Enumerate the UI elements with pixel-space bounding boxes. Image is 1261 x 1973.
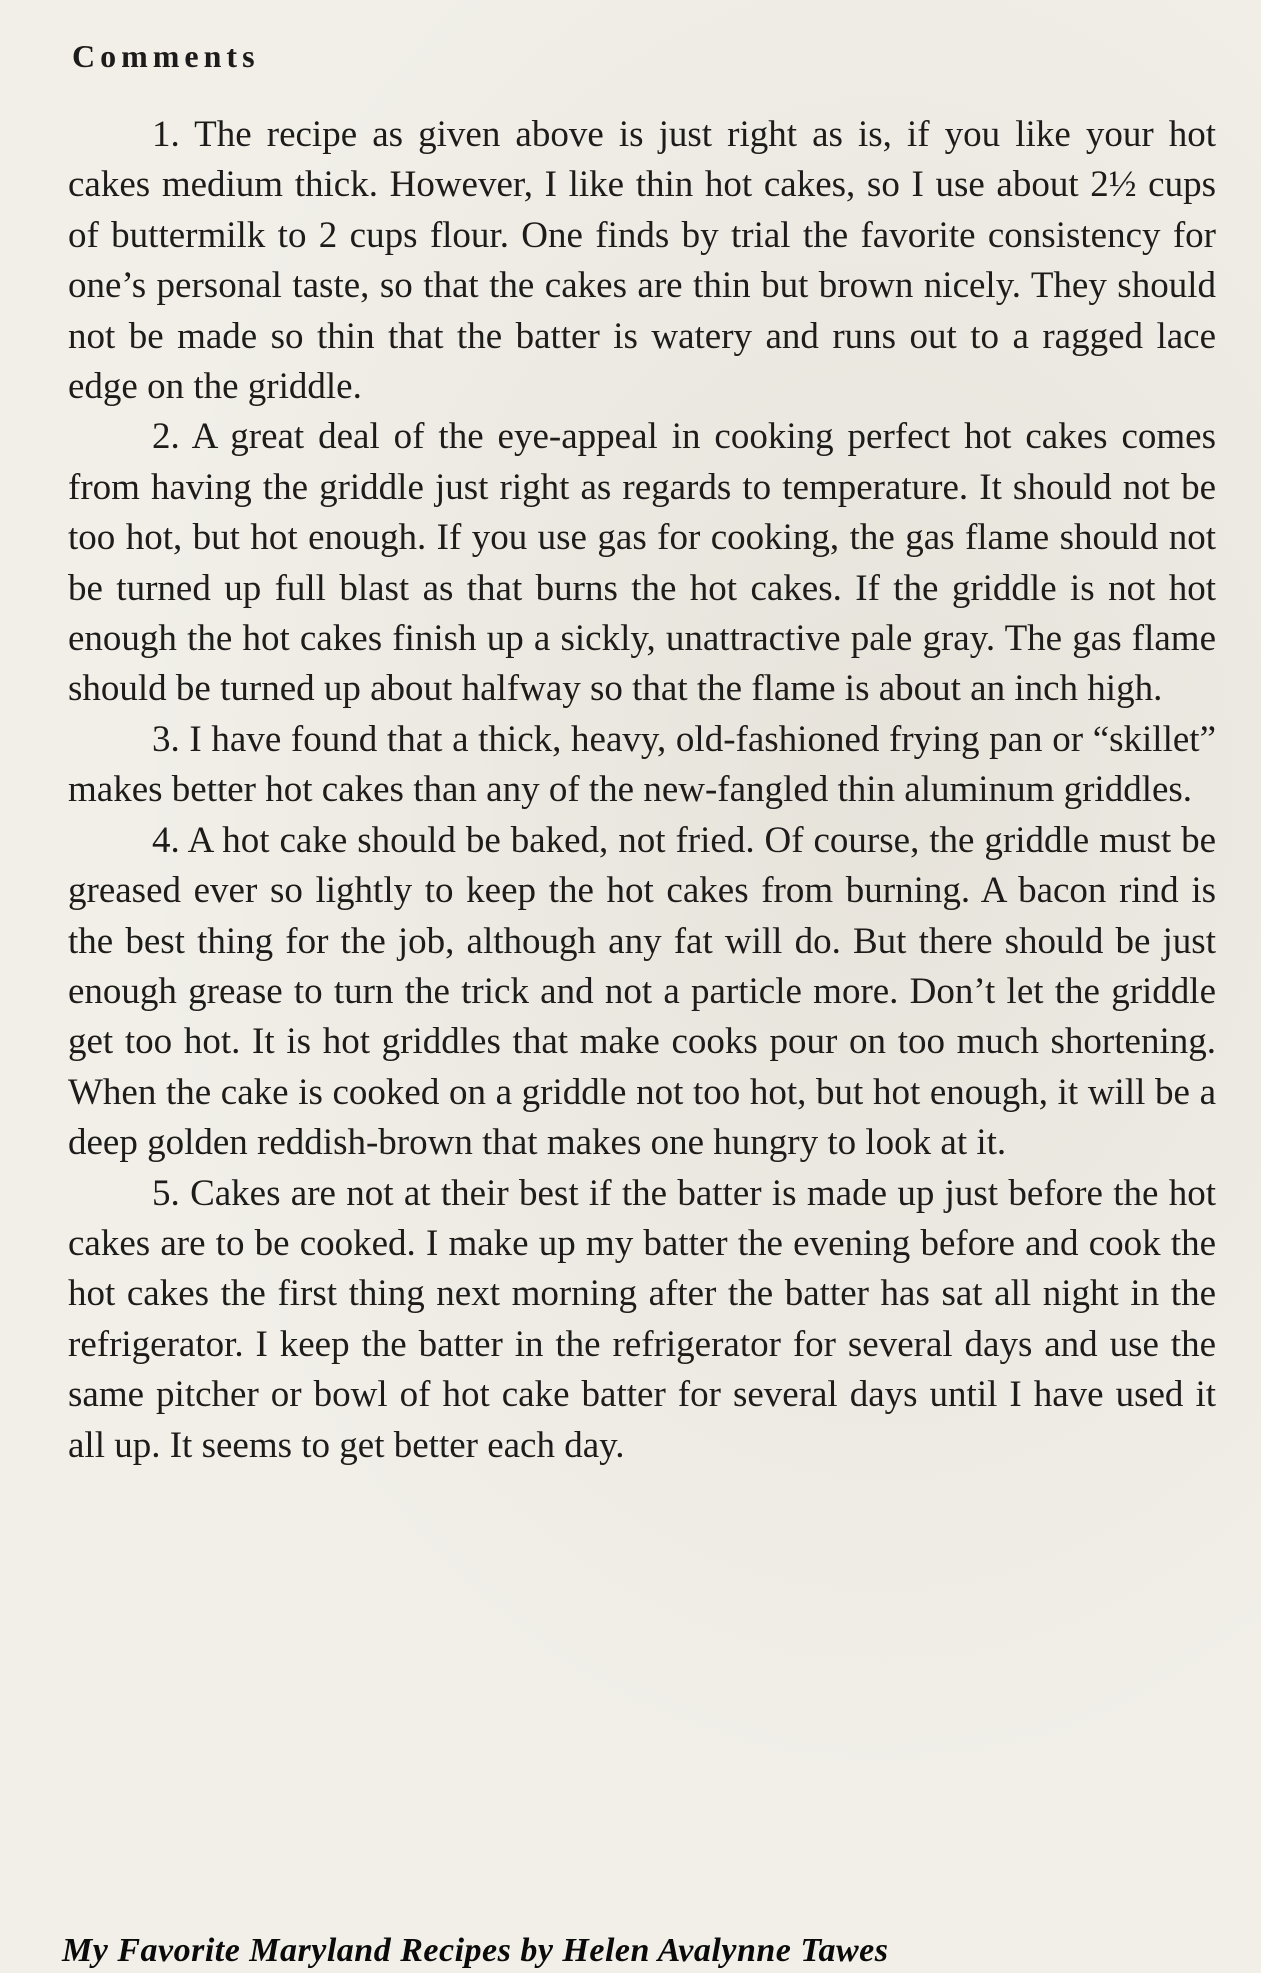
source-caption: My Favorite Maryland Recipes by Helen Avalynne Tawes <box>62 1932 889 1969</box>
comment-paragraph-1: 1. The recipe as given above is just right as is, if you like your hot cakes medium thick. However, I like thin hot cakes, so I use about 2½ cups of buttermilk to 2 cups flour. One finds by trial the favorite consistency for one’s personal taste, so that the cakes are thin but brown nicely. They should not be made so thin that the batter is watery and runs out to a ragged lace edge on the griddle. <box>68 114 1216 408</box>
comments-body <box>68 110 1216 1471</box>
section-heading: Comments <box>72 38 260 74</box>
comment-paragraph-4: 4. A hot cake should be baked, not fried. Of course, the griddle must be greased ever so lightly to keep the hot cakes from burning. A bacon rind is the best thing for the job, although any fat will do. But there should be just enough grease to turn the trick and not a particle more. Don’t let the griddle get too hot. It is hot griddles that make cooks pour on too much shortening. When the cake is cooked on a griddle not too hot, but hot enough, it will be a deep golden reddish-brown that makes one hungry to look at it. <box>68 819 1216 1164</box>
comment-paragraph-5: 5. Cakes are not at their best if the batter is made up just before the hot cakes are to be cooked. I make up my batter the evening before and cook the hot cakes the first thing next morning after the batter has sat all night in the refrigerator. I keep the batter in the refrigerator for several days and use the same pitcher or bowl of hot cake batter for several days until I have used it all up. It seems to get better each day. <box>68 1172 1216 1466</box>
comment-paragraph-2: 2. A great deal of the eye-appeal in cooking perfect hot cakes comes from having the griddle just right as regards to temperature. It should not be too hot, but hot enough. If you use gas for cooking, the gas flame should not be turned up full blast as that burns the hot cakes. If the griddle is not hot enough the hot cakes finish up a sickly, unattractive pale gray. The gas flame should be turned up about halfway so that the flame is about an inch high. <box>68 416 1216 710</box>
comment-paragraph-3: 3. I have found that a thick, heavy, old-fashioned frying pan or “skillet” makes better hot cakes than any of the new-fangled thin aluminum griddles. <box>68 718 1216 811</box>
